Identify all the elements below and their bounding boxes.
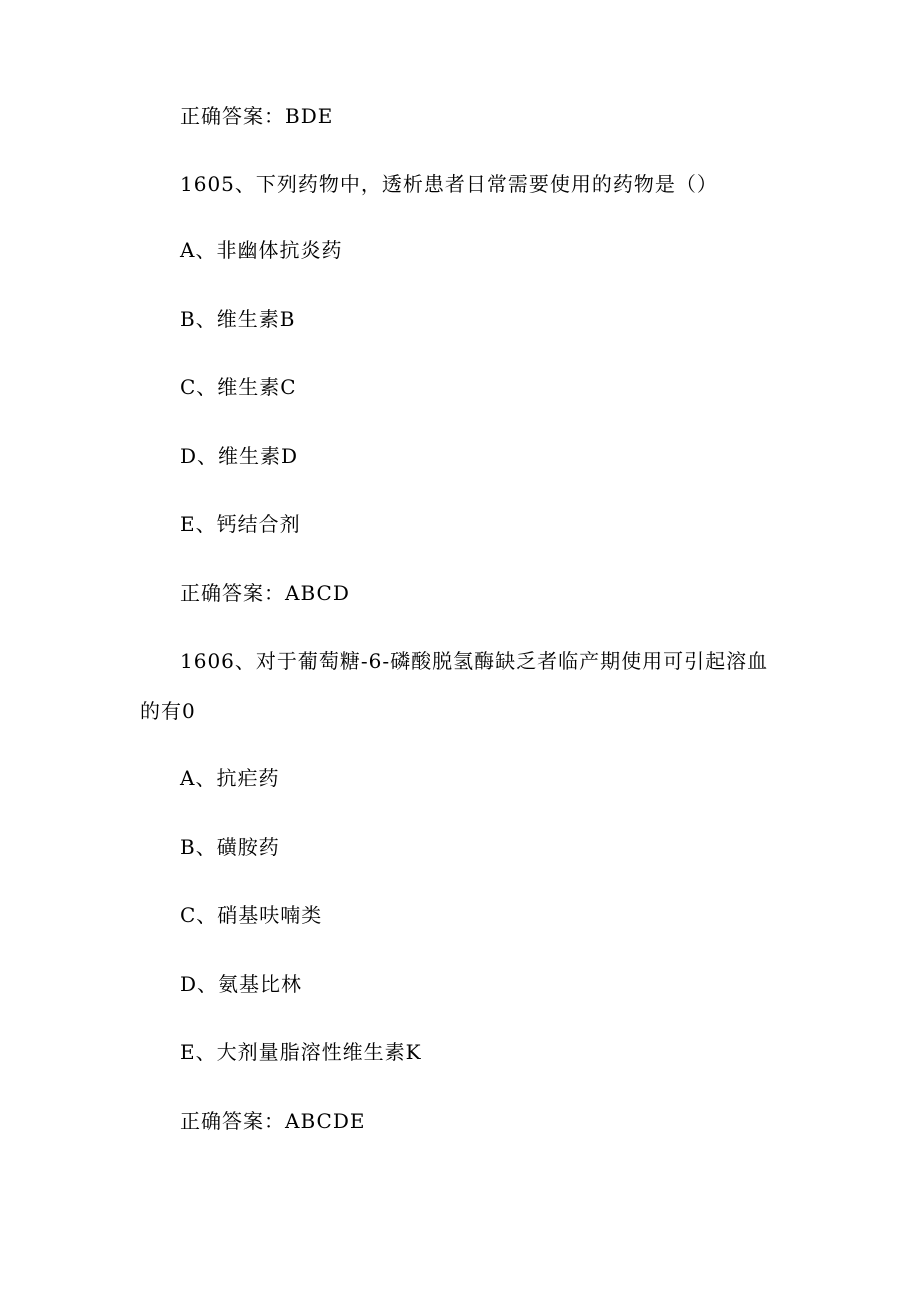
option-e: E、钙结合剂	[180, 512, 301, 536]
option-a: A、非幽体抗炎药	[180, 238, 343, 262]
option-b: B、磺胺药	[180, 835, 280, 859]
question-stem: 1606、对于葡萄糖-6-磷酸脱氢酶缺乏者临产期使用可引起溶血	[180, 649, 769, 673]
option-a: A、抗疟药	[180, 766, 280, 790]
question-stem-continuation: 的有0	[140, 699, 196, 723]
question-stem: 1605、下列药物中，透析患者日常需要使用的药物是（）	[180, 172, 718, 196]
option-d: D、维生素D	[180, 444, 299, 468]
option-b: B、维生素B	[180, 307, 296, 331]
option-c: C、维生素C	[180, 375, 297, 399]
answer-line: 正确答案：BDE	[180, 104, 334, 128]
answer-line: 正确答案：ABCD	[180, 581, 350, 605]
option-c: C、硝基呋喃类	[180, 903, 323, 927]
option-e: E、大剂量脂溶性维生素K	[180, 1040, 422, 1064]
option-d: D、氨基比林	[180, 972, 303, 996]
answer-line: 正确答案：ABCDE	[180, 1109, 366, 1133]
